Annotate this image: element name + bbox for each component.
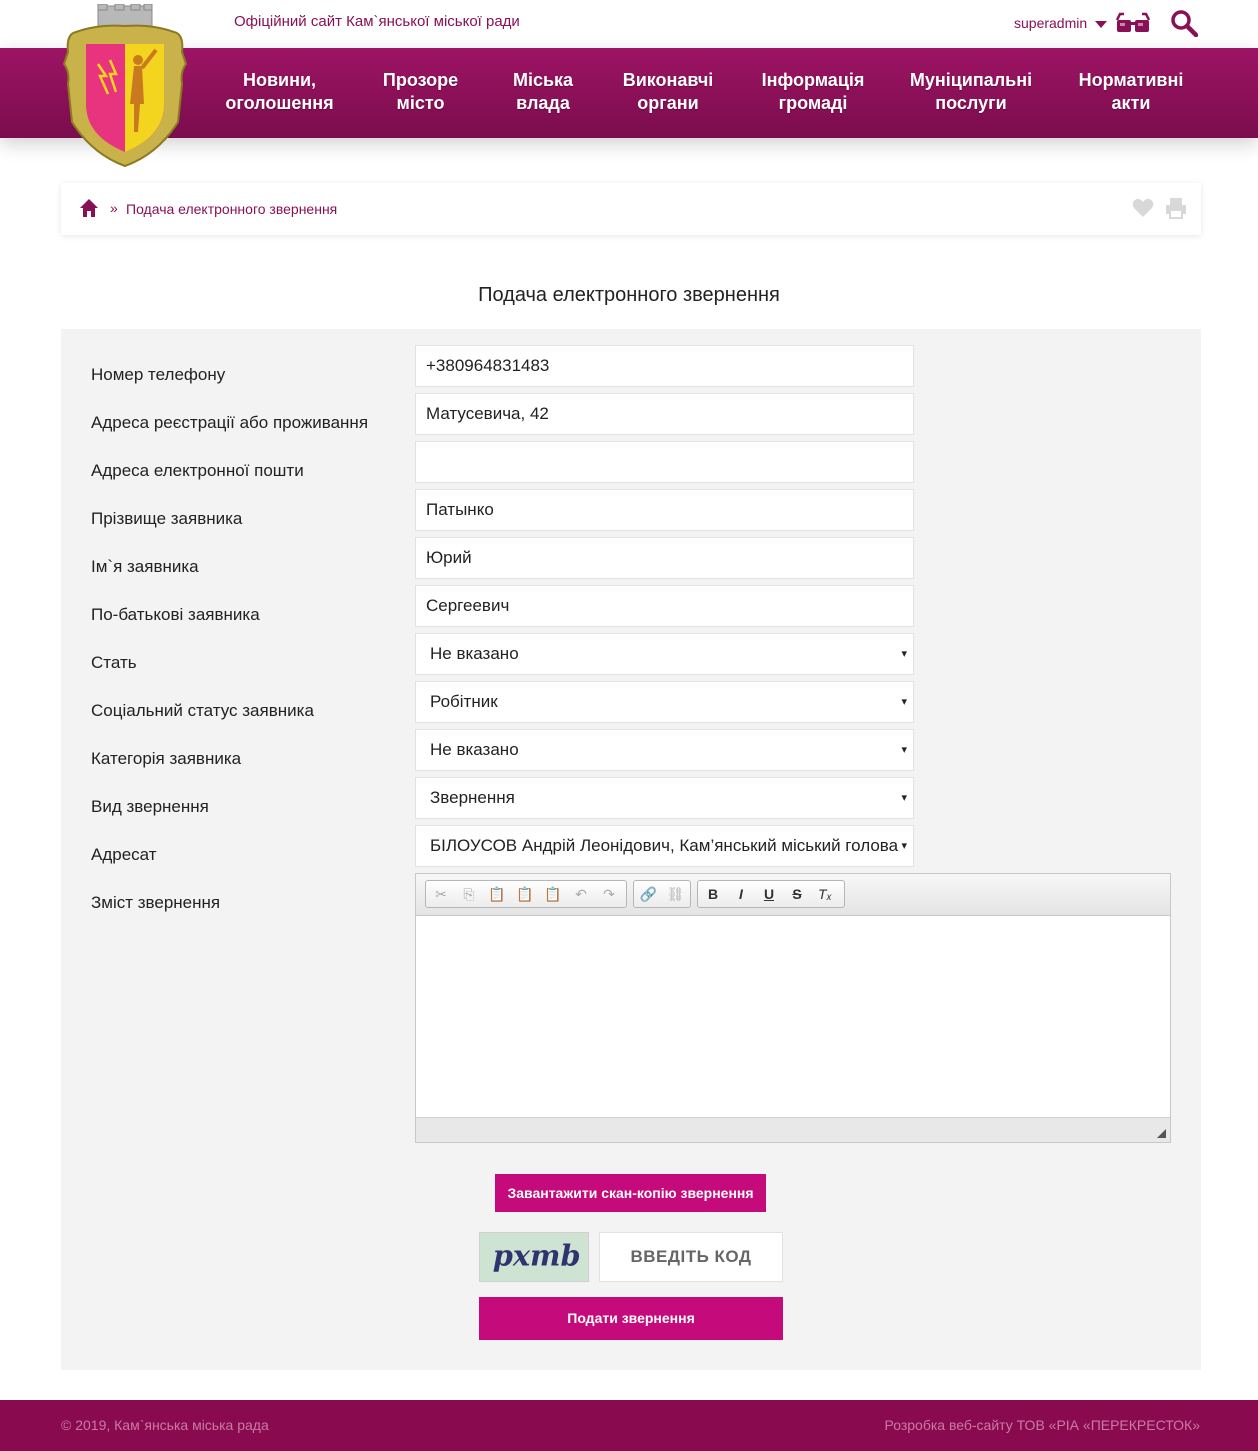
appeal-type-select[interactable] — [415, 777, 914, 819]
heart-icon[interactable] — [1132, 197, 1154, 219]
nav-item-news[interactable] — [222, 69, 337, 115]
name-label: Ім`я заявника — [91, 557, 199, 576]
italic-icon[interactable]: I — [739, 886, 743, 902]
cut-icon[interactable]: ✂ — [435, 885, 447, 902]
content-editor — [415, 873, 1171, 1143]
nav-item-label: Міська — [512, 70, 574, 90]
social-status-select-value: Робітник — [430, 692, 498, 711]
captcha-input[interactable]: ВВЕДІТЬ КОД — [599, 1232, 783, 1282]
nav-item-city-authority[interactable] — [503, 69, 583, 115]
phone-field[interactable]: +380964831483 — [415, 345, 914, 387]
name-field[interactable]: Юрий — [415, 537, 914, 579]
nav-item-community-info[interactable] — [752, 69, 874, 115]
select-caret-icon: ▾ — [901, 792, 907, 804]
address-field[interactable]: Матусевича, 42 — [415, 393, 914, 435]
nav-item-label: Інформація — [761, 70, 865, 90]
patronymic-field[interactable]: Сергеевич — [415, 585, 914, 627]
nav-item-label: влада — [516, 93, 570, 113]
category-select[interactable] — [415, 729, 914, 771]
unlink-icon[interactable]: ⛓ — [666, 885, 685, 902]
underline-icon[interactable]: U — [763, 886, 775, 902]
paste-text-icon[interactable]: 📋 — [516, 885, 534, 902]
low-vision-glasses-icon[interactable] — [1116, 12, 1150, 36]
social-status-select[interactable] — [415, 681, 914, 723]
caret-down-icon[interactable] — [1095, 21, 1107, 28]
main-nav — [0, 48, 1258, 138]
social-status-label: Соціальний статус заявника — [91, 701, 314, 720]
category-label: Категорія заявника — [91, 749, 242, 768]
footer-developer-link[interactable]: Розробка веб-сайту ТОВ «РІА «ПЕРЕКРЕСТОК» — [884, 1417, 1200, 1433]
captcha-image — [479, 1232, 589, 1282]
upload-scan-button[interactable]: Завантажити скан-копію звернення — [495, 1174, 766, 1212]
copy-icon[interactable]: ⎘ — [463, 885, 475, 902]
resize-handle-icon[interactable] — [1157, 1129, 1166, 1138]
nav-item-label: Нормативні — [1078, 70, 1184, 90]
sex-label: Стать — [91, 653, 137, 672]
surname-label: Прізвище заявника — [91, 509, 243, 528]
breadcrumb-current: Подача електронного звернення — [126, 201, 338, 217]
undo-icon[interactable]: ↶ — [575, 885, 587, 902]
patronymic-label: По-батькові заявника — [91, 605, 260, 624]
content-label: Зміст звернення — [91, 893, 221, 912]
footer-copyright: © 2019, Кам`янська міська рада — [61, 1417, 269, 1433]
addressee-label: Адресат — [91, 845, 157, 864]
redo-icon[interactable]: ↷ — [603, 885, 615, 902]
toolbar-group-format — [697, 880, 845, 908]
print-icon[interactable] — [1165, 197, 1187, 219]
nav-item-label: акти — [1111, 93, 1151, 113]
nav-item-label: органи — [637, 93, 699, 113]
nav-item-label: громаді — [778, 93, 848, 113]
editor-toolbar — [416, 874, 1170, 916]
email-label: Адреса електронної пошти — [91, 461, 304, 480]
nav-item-transparent-city[interactable] — [372, 69, 469, 115]
phone-label: Номер телефону — [91, 365, 226, 384]
toolbar-group-clipboard — [425, 880, 627, 908]
link-icon[interactable]: 🔗 — [639, 885, 658, 902]
editor-body[interactable] — [416, 916, 1170, 1117]
user-menu[interactable] — [1014, 15, 1107, 31]
paste-icon[interactable]: 📋 — [488, 885, 506, 902]
page-title: Подача електронного звернення — [478, 284, 780, 306]
search-icon[interactable] — [1170, 9, 1198, 37]
sex-select-value: Не вказано — [430, 644, 519, 663]
strikethrough-icon[interactable]: S — [792, 886, 802, 902]
nav-item-regulatory-acts[interactable] — [1071, 69, 1191, 115]
toolbar-group-links — [633, 880, 691, 908]
remove-format-icon[interactable]: Tₓ — [818, 886, 832, 902]
nav-item-label: місто — [396, 93, 445, 113]
nav-item-label: Прозоре — [382, 70, 459, 90]
select-caret-icon: ▾ — [901, 648, 907, 660]
nav-item-municipal-services[interactable] — [903, 69, 1039, 115]
email-field[interactable] — [415, 441, 914, 483]
nav-item-label: Виконавчі — [622, 70, 714, 90]
sex-select[interactable] — [415, 633, 914, 675]
address-label: Адреса реєстрації або проживання — [91, 413, 369, 432]
appeal-type-select-value: Звернення — [430, 788, 515, 807]
category-select-value: Не вказано — [430, 740, 519, 759]
submit-button[interactable]: Подати звернення — [479, 1297, 783, 1340]
nav-item-label: оголошення — [225, 93, 334, 113]
nav-item-label: Муніципальні — [909, 70, 1033, 90]
coat-of-arms-logo[interactable] — [62, 4, 188, 168]
bold-icon[interactable]: B — [707, 886, 719, 902]
select-caret-icon: ▾ — [901, 744, 907, 756]
paste-word-icon[interactable]: 📋 — [544, 885, 562, 902]
top-bar — [0, 0, 1258, 48]
user-name[interactable]: superadmin — [1014, 15, 1088, 31]
breadcrumb-separator: » — [110, 200, 118, 216]
select-caret-icon: ▾ — [901, 840, 907, 852]
home-icon[interactable] — [79, 198, 99, 218]
breadcrumb — [61, 183, 1201, 235]
surname-field[interactable]: Патынко — [415, 489, 914, 531]
site-title[interactable]: Офіційний сайт Кам`янської міської ради — [234, 13, 520, 30]
appeal-type-label: Вид звернення — [91, 797, 209, 816]
nav-item-label: послуги — [935, 93, 1007, 113]
captcha-text: pxmb — [492, 1238, 581, 1273]
addressee-select-value: БІЛОУСОВ Андрій Леонідович, Кам’янський міський голова — [430, 836, 899, 855]
editor-footer — [416, 1117, 1170, 1142]
nav-item-label: Новини, — [242, 70, 317, 90]
addressee-select[interactable] — [415, 825, 914, 867]
footer — [0, 1400, 1258, 1451]
nav-item-executive-bodies[interactable] — [614, 69, 722, 115]
appeal-form — [61, 329, 1201, 1370]
select-caret-icon: ▾ — [901, 696, 907, 708]
